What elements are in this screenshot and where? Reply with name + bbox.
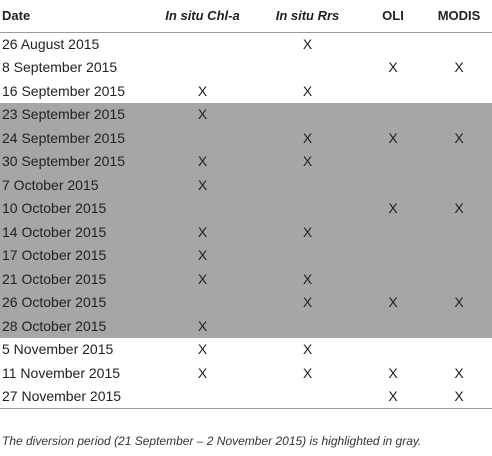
- cell-oli: X: [360, 385, 426, 409]
- cell-date: 10 October 2015: [0, 197, 150, 221]
- table-row: [0, 385, 492, 409]
- cell-modis: X: [426, 361, 492, 385]
- cell-date: 26 October 2015: [0, 291, 150, 315]
- cell-in-situ-rrs: [255, 173, 360, 197]
- cell-in-situ-chl-a: X: [150, 361, 255, 385]
- header-in-situ-chl-a: In situ Chl-a: [150, 0, 255, 32]
- table-row: [0, 197, 492, 221]
- table-body: [0, 32, 492, 408]
- cell-in-situ-rrs: X: [255, 150, 360, 174]
- header-oli: OLI: [360, 0, 426, 32]
- cell-oli: [360, 338, 426, 362]
- cell-oli: X: [360, 361, 426, 385]
- cell-in-situ-rrs: [255, 197, 360, 221]
- cell-date: 23 September 2015: [0, 103, 150, 127]
- cell-in-situ-rrs: [255, 103, 360, 127]
- table-footnote: The diversion period (21 September – 2 November 2015) is highlighted in gray.: [2, 434, 422, 448]
- cell-in-situ-rrs: X: [255, 32, 360, 56]
- cell-in-situ-chl-a: X: [150, 338, 255, 362]
- cell-in-situ-chl-a: [150, 32, 255, 56]
- cell-in-situ-chl-a: X: [150, 79, 255, 103]
- table-row: [0, 32, 492, 56]
- table-row: [0, 173, 492, 197]
- cell-oli: X: [360, 197, 426, 221]
- cell-date: 7 October 2015: [0, 173, 150, 197]
- cell-date: 8 September 2015: [0, 56, 150, 80]
- cell-in-situ-chl-a: X: [150, 173, 255, 197]
- table-row: [0, 291, 492, 315]
- cell-modis: [426, 32, 492, 56]
- cell-in-situ-chl-a: [150, 291, 255, 315]
- table-row: [0, 244, 492, 268]
- cell-in-situ-chl-a: X: [150, 244, 255, 268]
- cell-date: 16 September 2015: [0, 79, 150, 103]
- cell-date: 5 November 2015: [0, 338, 150, 362]
- header-date: Date: [0, 0, 150, 32]
- cell-modis: [426, 173, 492, 197]
- cell-modis: X: [426, 291, 492, 315]
- cell-in-situ-chl-a: [150, 385, 255, 409]
- table-row: [0, 150, 492, 174]
- cell-modis: [426, 267, 492, 291]
- cell-modis: X: [426, 126, 492, 150]
- cell-date: 11 November 2015: [0, 361, 150, 385]
- cell-in-situ-chl-a: X: [150, 220, 255, 244]
- cell-oli: [360, 32, 426, 56]
- cell-oli: [360, 79, 426, 103]
- table-row: [0, 361, 492, 385]
- cell-date: 17 October 2015: [0, 244, 150, 268]
- cell-in-situ-rrs: [255, 56, 360, 80]
- cell-oli: [360, 267, 426, 291]
- cell-in-situ-chl-a: [150, 126, 255, 150]
- cell-modis: [426, 338, 492, 362]
- header-modis: MODIS: [426, 0, 492, 32]
- cell-in-situ-rrs: X: [255, 79, 360, 103]
- cell-oli: [360, 173, 426, 197]
- cell-oli: [360, 103, 426, 127]
- cell-oli: X: [360, 56, 426, 80]
- cell-date: 14 October 2015: [0, 220, 150, 244]
- cell-oli: [360, 314, 426, 338]
- cell-modis: [426, 220, 492, 244]
- table-row: [0, 126, 492, 150]
- table-row: [0, 314, 492, 338]
- cell-in-situ-chl-a: X: [150, 150, 255, 174]
- table-row: [0, 56, 492, 80]
- cell-in-situ-chl-a: X: [150, 267, 255, 291]
- cell-in-situ-rrs: X: [255, 361, 360, 385]
- cell-oli: X: [360, 291, 426, 315]
- cell-oli: [360, 244, 426, 268]
- table-row: [0, 338, 492, 362]
- header-in-situ-rrs: In situ Rrs: [255, 0, 360, 32]
- cell-date: 28 October 2015: [0, 314, 150, 338]
- table-row: [0, 103, 492, 127]
- cell-in-situ-rrs: [255, 244, 360, 268]
- cell-date: 26 August 2015: [0, 32, 150, 56]
- table-header-row: [0, 0, 492, 32]
- table-row: [0, 267, 492, 291]
- cell-in-situ-chl-a: X: [150, 103, 255, 127]
- table-row: [0, 220, 492, 244]
- cell-in-situ-rrs: [255, 385, 360, 409]
- cell-date: 21 October 2015: [0, 267, 150, 291]
- cell-modis: [426, 103, 492, 127]
- cell-oli: [360, 150, 426, 174]
- cell-modis: X: [426, 56, 492, 80]
- cell-in-situ-chl-a: [150, 197, 255, 221]
- cell-oli: [360, 220, 426, 244]
- cell-date: 24 September 2015: [0, 126, 150, 150]
- cell-in-situ-chl-a: [150, 56, 255, 80]
- cell-in-situ-rrs: X: [255, 338, 360, 362]
- cell-modis: [426, 244, 492, 268]
- cell-oli: X: [360, 126, 426, 150]
- table-row: [0, 79, 492, 103]
- cell-in-situ-rrs: X: [255, 126, 360, 150]
- cell-in-situ-rrs: X: [255, 220, 360, 244]
- cell-in-situ-rrs: X: [255, 291, 360, 315]
- cell-modis: [426, 314, 492, 338]
- cell-modis: X: [426, 197, 492, 221]
- cell-in-situ-rrs: [255, 314, 360, 338]
- cell-in-situ-rrs: X: [255, 267, 360, 291]
- cell-in-situ-chl-a: X: [150, 314, 255, 338]
- cell-date: 30 September 2015: [0, 150, 150, 174]
- cell-modis: X: [426, 385, 492, 409]
- cell-date: 27 November 2015: [0, 385, 150, 409]
- cell-modis: [426, 150, 492, 174]
- cell-modis: [426, 79, 492, 103]
